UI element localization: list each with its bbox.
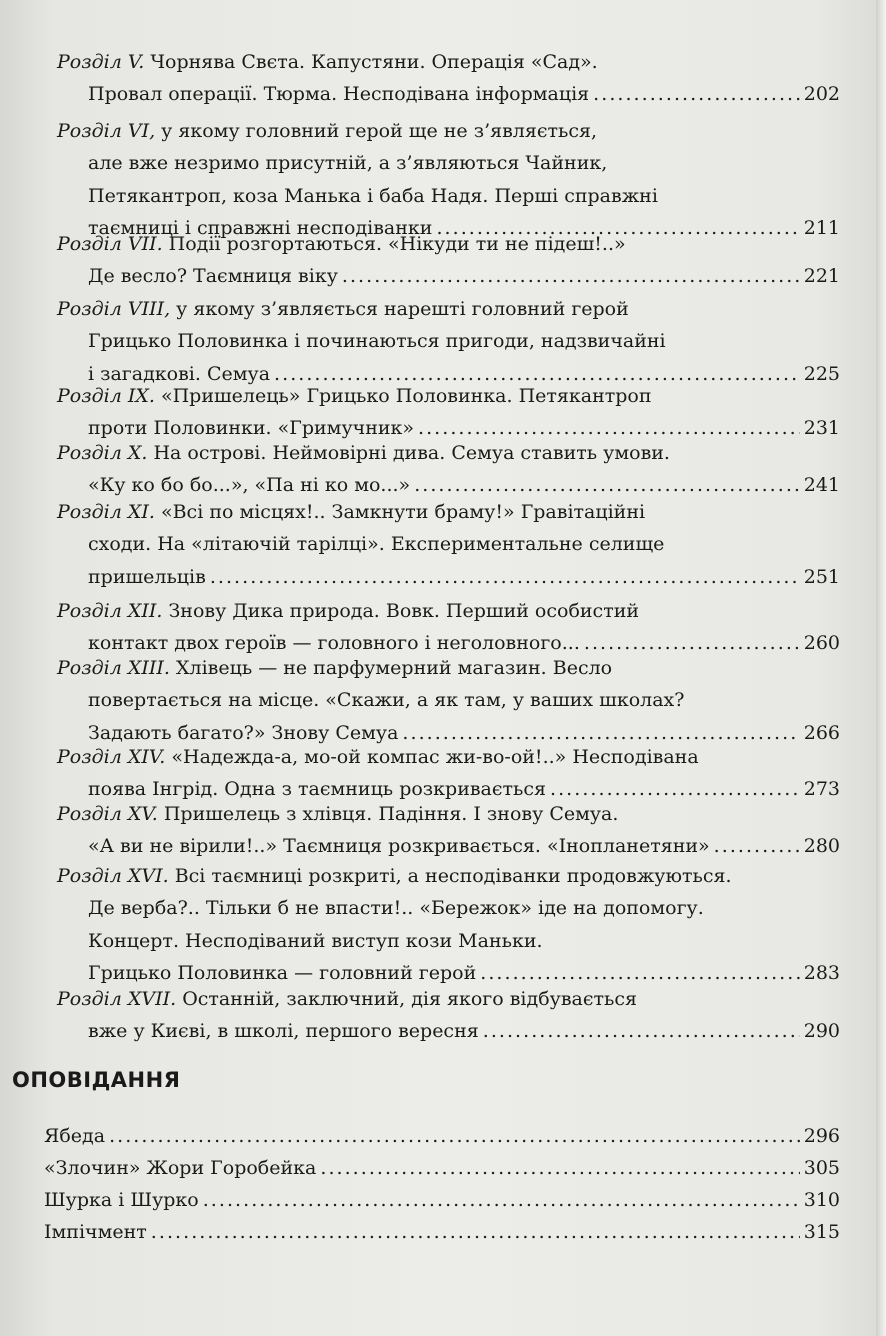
story-entry[interactable]: [44, 1216, 840, 1248]
toc-entry-line: [57, 228, 840, 260]
toc-entry-line: [88, 147, 840, 179]
toc-entry-line: [88, 925, 840, 957]
chapter-text: Пришелець з хлівця. Падіння. І знову Семуа.: [163, 803, 619, 825]
leader-dots: [109, 1120, 800, 1152]
toc-entry-line: [57, 652, 840, 684]
toc-entry-last-line: [88, 830, 840, 862]
leader-dots: [483, 1015, 800, 1047]
chapter-text: проти Половинки. «Гримучник»: [88, 417, 415, 440]
toc-entry-line: [88, 892, 840, 924]
leader-dots: [593, 78, 800, 110]
toc-entry-line: [57, 437, 840, 469]
toc-entry-line: [88, 325, 840, 357]
chapter-text: Де верба?.. Тільки б не впасти!.. «Бережок» іде на допомогу.: [88, 897, 704, 920]
page-number: 260: [803, 632, 840, 655]
page-number: 290: [803, 1020, 840, 1043]
toc-entry-line: [57, 595, 840, 627]
chapter-text: сходи. На «літаючій тарілці». Експериментальне селище: [88, 533, 665, 556]
chapter-text: «А ви не вірили!..» Таємниця розкривається. «Інопланетяни»: [88, 835, 710, 858]
toc-entry-line: [57, 860, 840, 892]
chapter-label: Розділ XI.: [57, 501, 155, 523]
chapter-text: і загадкові. Семуа: [88, 362, 271, 385]
chapter-text: але вже незримо присутній, а з’являються Чайник,: [88, 152, 608, 175]
toc-entry-last-line: [88, 561, 840, 593]
leader-dots: [210, 561, 800, 593]
page-number: 221: [803, 265, 840, 288]
chapter-label: Розділ XII.: [57, 600, 163, 622]
toc-entry-line: [57, 496, 840, 528]
page-number: 273: [803, 778, 840, 801]
chapter-text: «Надежда-а, мо-ой компас жи-во-ой!..» Несподівана: [171, 746, 699, 768]
story-entry[interactable]: [44, 1184, 840, 1216]
chapter-text: Хлівець — не парфумерний магазин. Весло: [175, 657, 613, 679]
toc-entry-last-line: [88, 1015, 840, 1047]
leader-dots: [342, 260, 800, 292]
chapter-label: Розділ VII.: [57, 233, 163, 255]
leader-dots: [203, 1184, 800, 1216]
story-title: Шурка і Шурко: [44, 1189, 199, 1211]
chapter-text: На острові. Неймовірні дива. Семуа ставить умови.: [153, 442, 670, 464]
chapter-text: Задають багато?» Знову Семуа: [88, 721, 399, 744]
chapter-label: Розділ XV.: [57, 803, 158, 825]
chapter-text: у якому головний герой ще не з’являється,: [161, 120, 598, 142]
chapter-label: Розділ XIV.: [57, 746, 166, 768]
chapter-text: контакт двох героїв — головного і неголовного...: [88, 632, 580, 655]
chapter-text: Концерт. Несподіваний виступ кози Маньки.: [88, 929, 543, 952]
chapter-text: у якому з’являється нарешті головний герой: [176, 298, 629, 320]
chapter-text: таємниці і справжні несподіванки: [88, 217, 433, 240]
page-number: 266: [803, 721, 840, 744]
page-number: 202: [803, 83, 840, 106]
section-title-stories: ОПОВІДАННЯ: [12, 1068, 181, 1092]
chapter-text: пришельців: [88, 565, 206, 588]
chapter-label: Розділ VIII,: [57, 298, 171, 320]
page-edge: [876, 0, 886, 1336]
story-title: «Злочин» Жори Горобейка: [44, 1157, 317, 1179]
page-number: 241: [803, 474, 840, 497]
toc-entry-line: [57, 293, 840, 325]
page-number: 283: [803, 962, 840, 985]
chapter-text: вже у Києві, в школі, першого вересня: [88, 1020, 479, 1043]
toc-entry-line: [57, 115, 840, 147]
chapter-text: «Всі по місцях!.. Замкнути браму!» Гравітаційні: [160, 501, 646, 523]
page-number: 296: [803, 1125, 840, 1147]
chapter-label: Розділ V.: [57, 51, 145, 73]
leader-dots: [320, 1152, 799, 1184]
chapter-text: Події розгортаються. «Нікуди ти не підеш!..»: [168, 233, 626, 255]
chapter-text: «Ку ко бо бо...», «Па ні ко мо...»: [88, 474, 411, 497]
toc-entry-line: [57, 983, 840, 1015]
chapter-text: Всі таємниці розкриті, а несподіванки продовжуються.: [174, 865, 732, 887]
toc-entry-line: [88, 684, 840, 716]
page-number: 211: [803, 217, 840, 240]
story-entry[interactable]: [44, 1152, 840, 1184]
chapter-label: Розділ VI,: [57, 120, 156, 142]
chapter-text: Знову Дика природа. Вовк. Перший особистий: [168, 600, 640, 622]
page-number: 251: [803, 565, 840, 588]
chapter-text: Де весло? Таємниця віку: [88, 265, 338, 288]
toc-entry-line: [57, 46, 840, 78]
leader-dots: [151, 1216, 800, 1248]
story-title: Імпічмент: [44, 1221, 147, 1243]
page-number: 310: [803, 1189, 840, 1211]
page-number: 280: [803, 835, 840, 858]
chapter-text: Грицько Половинка — головний герой: [88, 962, 477, 985]
story-entry[interactable]: [44, 1120, 840, 1152]
chapter-label: Розділ IX.: [57, 385, 155, 407]
chapter-label: Розділ XVII.: [57, 988, 177, 1010]
chapter-label: Розділ XIII.: [57, 657, 170, 679]
page-number: 305: [803, 1157, 840, 1179]
page-number: 225: [803, 362, 840, 385]
toc-entry-line: [57, 798, 840, 830]
page-number: 315: [803, 1221, 840, 1243]
chapter-text: повертається на місце. «Скажи, а як там, у ваших школах?: [88, 689, 685, 712]
page-number: 231: [803, 417, 840, 440]
chapter-text: Провал операції. Тюрма. Несподівана інформація: [88, 83, 590, 106]
leader-dots: [714, 830, 800, 862]
chapter-label: Розділ X.: [57, 442, 148, 464]
chapter-label: Розділ XVI.: [57, 865, 169, 887]
chapter-text: Останній, заключний, дія якого відбувається: [182, 988, 637, 1010]
toc-entry-last-line: [88, 78, 840, 110]
toc-entry-line: [88, 528, 840, 560]
chapter-text: Чорнява Свєта. Капустяни. Операція «Сад».: [150, 51, 598, 73]
chapter-text: Петякантроп, коза Манька і баба Надя. Перші справжні: [88, 184, 658, 207]
story-title: Ябеда: [44, 1125, 106, 1147]
toc-entry-last-line: [88, 260, 840, 292]
chapter-text: Грицько Половинка і починаються пригоди, надзвичайні: [88, 330, 666, 353]
toc-entry-line: [57, 741, 840, 773]
toc-entry-line: [57, 380, 840, 412]
chapter-text: «Пришелець» Грицько Половинка. Петякантроп: [160, 385, 652, 407]
chapter-text: поява Інгрід. Одна з таємниць розкривається: [88, 778, 547, 801]
toc-entry-line: [88, 180, 840, 212]
